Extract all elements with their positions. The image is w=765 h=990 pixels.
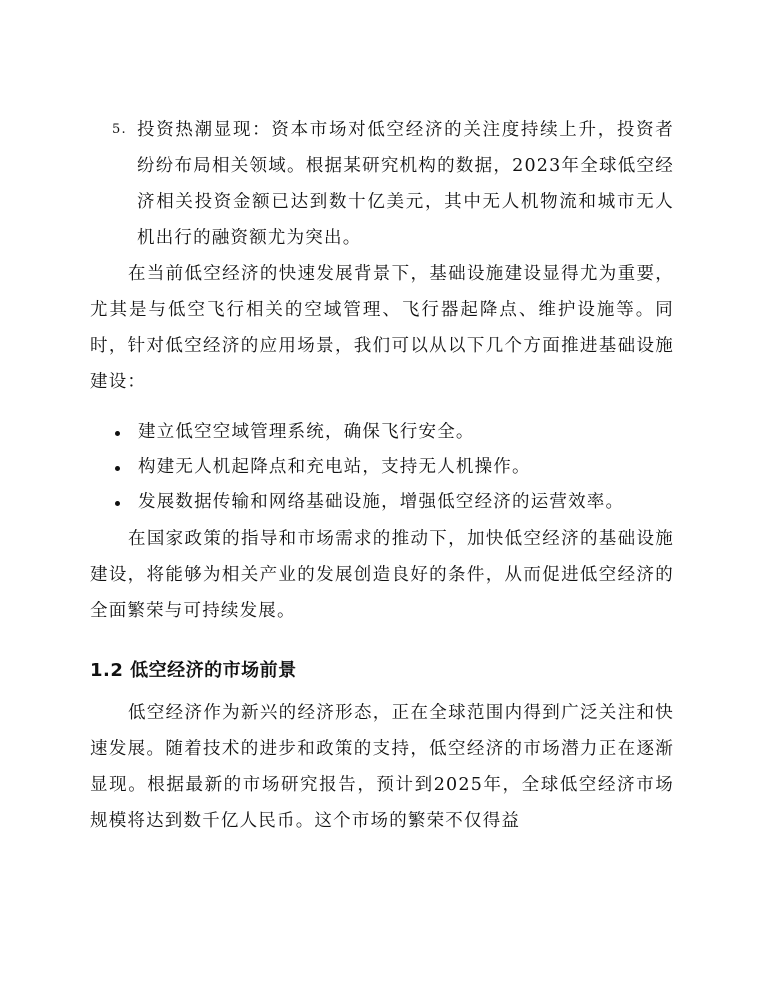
item-number: 5. [112, 122, 127, 137]
paragraph-infrastructure: 在当前低空经济的快速发展背景下，基础设施建设显得尤为重要，尤其是与低空飞行相关的空域管理、飞行器起降点、维护设施等。同时，针对低空经济的应用场景，我们可以从以下几个方面推进基础设施建设： [90, 264, 674, 392]
bullet-icon [115, 466, 120, 471]
list-item: 构建无人机起降点和充电站，支持无人机操作。 [90, 450, 674, 485]
list-item: 发展数据传输和网络基础设施，增强低空经济的运营效率。 [90, 485, 674, 520]
bullet-icon [115, 501, 120, 506]
list-item: 建立低空空域管理系统，确保飞行安全。 [90, 415, 674, 450]
paragraph-policy: 在国家政策的指导和市场需求的推动下，加快低空经济的基础设施建设，将能够为相关产业的发展创造良好的条件，从而促进低空经济的全面繁荣与可持续发展。 [90, 529, 674, 621]
paragraph-market: 低空经济作为新兴的经济形态，正在全球范围内得到广泛关注和快速发展。随着技术的进步和政策的支持，低空经济的市场潜力正在逐渐显现。根据最新的市场研究报告，预计到2025年，全球低空经济市场规模将达到数千亿人民币。这个市场的繁荣不仅得益 [90, 703, 674, 831]
bullet-icon [115, 431, 120, 436]
numbered-item-5 [112, 112, 674, 256]
section-heading: 1.2 低空经济的市场前景 [90, 660, 297, 681]
bullet-list [90, 415, 674, 520]
item-text: 投资热潮显现：资本市场对低空经济的关注度持续上升，投资者纷纷布局相关领域。根据某研究机构的数据，2023年全球低空经济相关投资金额已达到数十亿美元，其中无人机物流和城市无人机出行的融资额尤为突出。 [137, 120, 674, 248]
